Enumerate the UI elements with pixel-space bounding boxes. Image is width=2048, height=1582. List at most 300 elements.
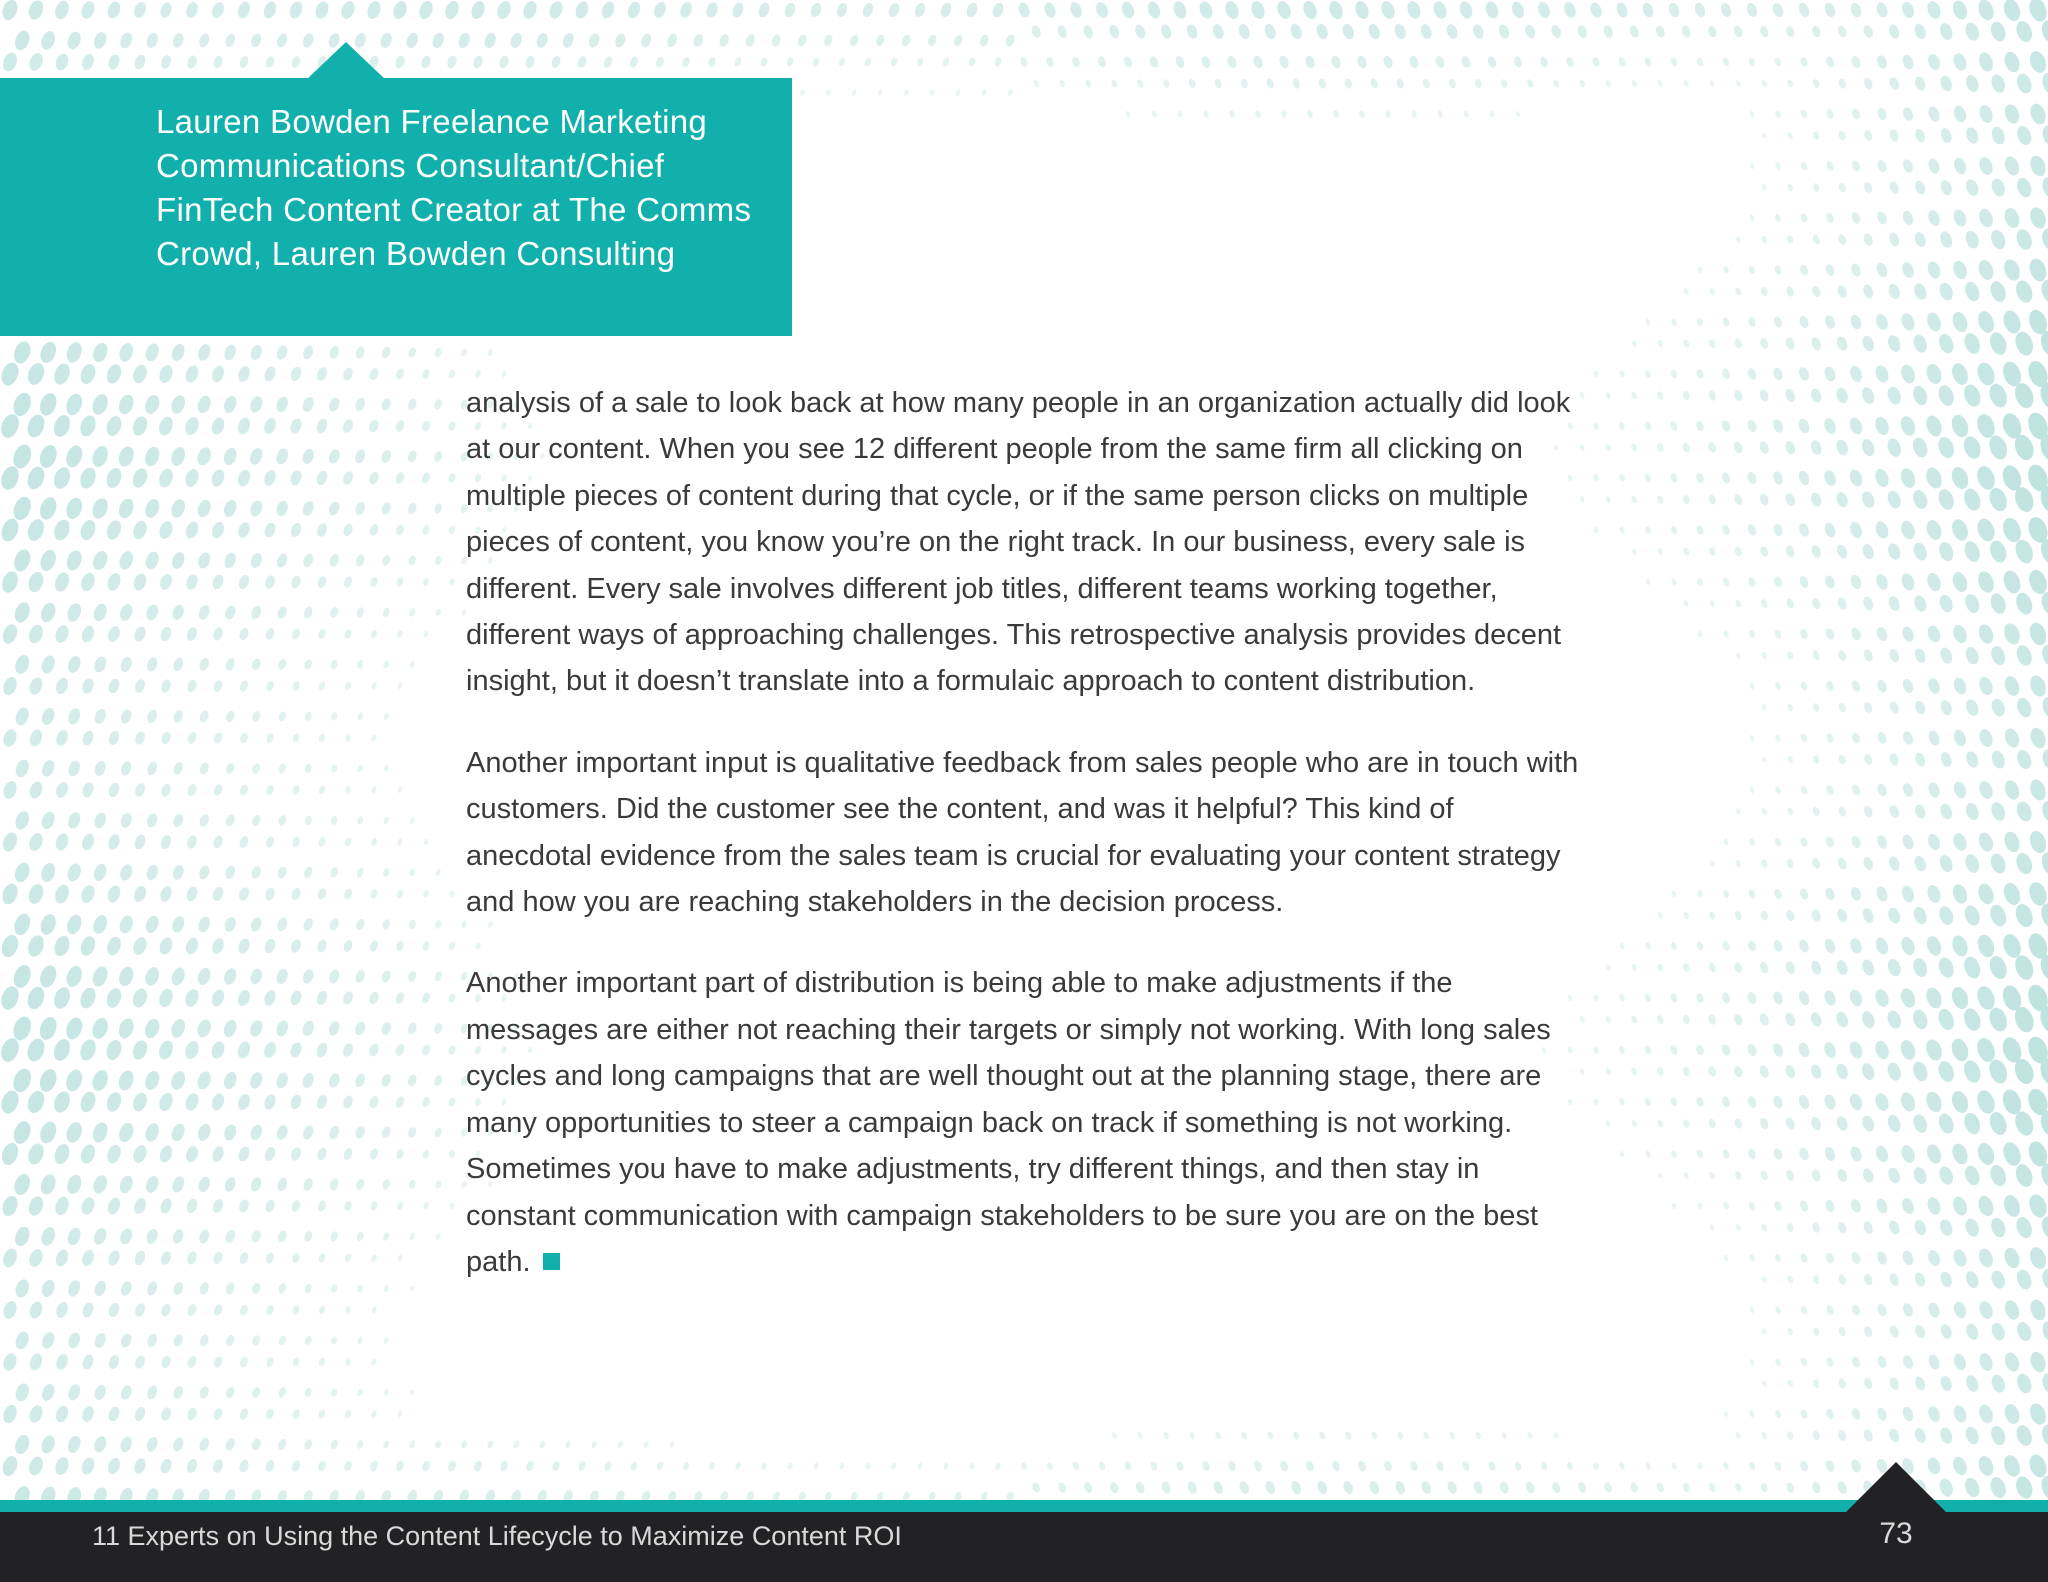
decorative-dot xyxy=(1733,1065,1744,1078)
decorative-dot xyxy=(1938,802,1954,821)
decorative-dot xyxy=(368,367,380,381)
decorative-dot xyxy=(1201,1460,1211,1472)
decorative-dot xyxy=(1951,1455,1970,1477)
decorative-dot xyxy=(157,1091,175,1113)
decorative-dot xyxy=(80,624,97,644)
decorative-dot xyxy=(1974,464,1998,493)
decorative-dot xyxy=(1628,24,1640,39)
decorative-dot xyxy=(106,1249,121,1267)
decorative-dot xyxy=(2002,154,2021,177)
decorative-dot xyxy=(185,54,198,70)
decorative-dot xyxy=(1747,889,1756,900)
decorative-dot xyxy=(1761,807,1768,815)
decorative-dot xyxy=(1961,434,1984,461)
decorative-dot xyxy=(1989,644,2008,667)
decorative-dot xyxy=(1901,1405,1915,1422)
decorative-dot xyxy=(133,1302,146,1318)
decorative-dot xyxy=(1926,1405,1942,1424)
decorative-dot xyxy=(1825,1304,1835,1316)
decorative-dot xyxy=(1,727,19,748)
decorative-dot xyxy=(195,498,212,519)
decorative-dot xyxy=(1938,1217,1955,1237)
decorative-dot xyxy=(1873,467,1891,489)
decorative-dot xyxy=(212,1355,223,1368)
decorative-dot xyxy=(1836,907,1849,923)
decorative-dot xyxy=(2038,277,2048,305)
decorative-dot xyxy=(1773,629,1782,640)
decorative-dot xyxy=(1189,1431,1196,1440)
decorative-dot xyxy=(1772,367,1784,382)
decorative-dot xyxy=(317,628,327,640)
decorative-dot xyxy=(1887,23,1901,40)
decorative-dot xyxy=(315,1094,329,1111)
decorative-dot xyxy=(302,552,315,568)
decorative-dot xyxy=(1837,182,1847,194)
decorative-dot xyxy=(2014,1268,2034,1292)
decorative-dot xyxy=(198,1437,211,1453)
decorative-dot xyxy=(1812,182,1820,192)
decorative-dot xyxy=(1988,1163,2009,1189)
decorative-dot xyxy=(447,472,457,483)
decorative-dot xyxy=(160,1302,173,1317)
decorative-dot xyxy=(170,550,187,570)
decorative-dot xyxy=(132,625,147,643)
decorative-dot xyxy=(328,1177,340,1191)
decorative-dot xyxy=(1536,0,1552,19)
decorative-dot xyxy=(1759,961,1770,975)
decorative-dot xyxy=(330,1283,339,1294)
decorative-dot xyxy=(195,446,213,468)
decorative-dot xyxy=(2002,726,2021,749)
decorative-dot xyxy=(353,448,367,464)
decorative-dot xyxy=(1448,78,1457,89)
decorative-dot xyxy=(118,602,135,622)
decorative-dot xyxy=(171,1436,185,1453)
decorative-dot xyxy=(1772,315,1783,328)
decorative-dot xyxy=(394,1043,406,1057)
decorative-dot xyxy=(224,1437,237,1452)
decorative-dot xyxy=(211,626,224,642)
decorative-dot xyxy=(1746,1043,1758,1058)
decorative-dot xyxy=(1938,646,1954,665)
decorative-dot xyxy=(1396,1431,1404,1440)
decorative-dot xyxy=(1976,1194,1996,1219)
decorative-dot xyxy=(1873,1091,1891,1112)
decorative-dot xyxy=(1566,1461,1574,1471)
decorative-dot xyxy=(277,1438,288,1451)
decorative-dot xyxy=(1593,1098,1600,1106)
decorative-dot xyxy=(1223,0,1241,21)
decorative-dot xyxy=(210,1145,225,1164)
decorative-dot xyxy=(145,1227,160,1245)
decorative-dot xyxy=(901,34,912,47)
decorative-dot xyxy=(344,1253,352,1263)
decorative-dot xyxy=(197,864,211,881)
decorative-dot xyxy=(222,446,239,467)
decorative-dot xyxy=(224,1281,236,1295)
decorative-dot xyxy=(1949,517,1971,543)
decorative-dot xyxy=(1949,1036,1972,1063)
decorative-dot xyxy=(1631,79,1638,87)
decorative-dot xyxy=(222,394,239,414)
decorative-dot xyxy=(1615,1,1630,19)
decorative-dot xyxy=(78,362,98,386)
decorative-dot xyxy=(407,554,417,566)
decorative-dot xyxy=(157,1039,176,1062)
decorative-dot xyxy=(224,657,236,672)
decorative-dot xyxy=(65,1226,83,1247)
decorative-dot xyxy=(2014,800,2034,824)
decorative-dot xyxy=(316,575,328,589)
decorative-dot xyxy=(2027,620,2048,647)
decorative-dot xyxy=(1317,77,1327,89)
decorative-dot xyxy=(1825,680,1835,692)
decorative-dot xyxy=(304,711,313,722)
decorative-dot xyxy=(172,761,184,776)
decorative-dot xyxy=(422,1149,431,1160)
decorative-dot xyxy=(1798,1199,1809,1212)
decorative-dot xyxy=(1773,888,1783,900)
decorative-dot xyxy=(53,1455,71,1477)
decorative-dot xyxy=(1848,416,1865,436)
decorative-dot xyxy=(1421,78,1431,90)
decorative-dot xyxy=(104,1090,124,1114)
decorative-dot xyxy=(198,1385,210,1400)
decorative-dot xyxy=(25,933,46,959)
decorative-dot xyxy=(397,838,404,846)
decorative-dot xyxy=(2015,748,2034,771)
decorative-dot xyxy=(291,680,301,691)
decorative-dot xyxy=(433,1074,444,1087)
decorative-dot xyxy=(1786,79,1794,88)
footer-notch-shape xyxy=(1846,1462,1946,1512)
decorative-dot xyxy=(1591,56,1601,68)
decorative-dot xyxy=(133,1406,147,1423)
decorative-dot xyxy=(0,1088,22,1116)
decorative-dot xyxy=(1746,419,1758,434)
decorative-dot xyxy=(1056,24,1069,39)
decorative-dot xyxy=(1657,80,1663,88)
decorative-dot xyxy=(1910,436,1930,460)
decorative-dot xyxy=(143,1069,162,1092)
decorative-dot xyxy=(1734,1170,1743,1180)
decorative-dot xyxy=(209,468,226,489)
decorative-dot xyxy=(913,1,927,18)
decorative-dot xyxy=(54,676,70,696)
decorative-dot xyxy=(916,57,924,67)
decorative-dot xyxy=(1975,569,1996,595)
decorative-dot xyxy=(1784,545,1796,559)
decorative-dot xyxy=(1619,526,1626,534)
decorative-dot xyxy=(1771,990,1784,1006)
decorative-dot xyxy=(1936,383,1957,408)
decorative-dot xyxy=(1446,1480,1458,1495)
decorative-dot xyxy=(1799,836,1809,848)
decorative-dot xyxy=(1733,1117,1743,1129)
decorative-dot xyxy=(435,1233,441,1241)
decorative-dot xyxy=(1475,1431,1482,1439)
decorative-dot xyxy=(12,1225,32,1249)
decorative-dot xyxy=(422,577,430,587)
decorative-dot xyxy=(1605,391,1612,399)
decorative-dot xyxy=(1885,436,1903,458)
decorative-dot xyxy=(669,1441,675,1448)
decorative-dot xyxy=(1645,1462,1652,1470)
decorative-dot xyxy=(1938,1426,1954,1446)
decorative-dot xyxy=(1849,1198,1862,1214)
decorative-dot xyxy=(1108,23,1121,39)
decorative-dot xyxy=(1758,492,1770,506)
decorative-dot xyxy=(304,1387,313,1398)
decorative-dot xyxy=(1,1351,19,1372)
decorative-dot xyxy=(40,706,57,726)
decorative-dot xyxy=(1863,701,1874,714)
decorative-dot xyxy=(591,1440,598,1449)
decorative-dot xyxy=(1125,110,1131,117)
decorative-dot xyxy=(431,31,446,49)
decorative-dot xyxy=(1437,110,1444,118)
decorative-dot xyxy=(106,624,122,643)
decorative-dot xyxy=(433,970,443,982)
decorative-dot xyxy=(1888,1376,1900,1391)
decorative-dot xyxy=(130,414,149,437)
decorative-dot xyxy=(1487,1460,1496,1471)
decorative-dot xyxy=(249,552,264,570)
decorative-dot xyxy=(1072,1461,1080,1471)
decorative-dot xyxy=(262,365,277,383)
decorative-dot xyxy=(1976,881,1997,906)
decorative-dot xyxy=(1237,23,1252,41)
decorative-dot xyxy=(1936,1112,1956,1136)
decorative-dot xyxy=(238,1251,250,1265)
decorative-dot xyxy=(1746,523,1757,536)
decorative-dot xyxy=(1709,1224,1715,1231)
decorative-dot xyxy=(1837,649,1848,662)
decorative-dot xyxy=(224,32,237,48)
decorative-dot xyxy=(1976,1454,1996,1478)
decorative-dot xyxy=(369,888,379,899)
decorative-dot xyxy=(380,1073,393,1088)
decorative-dot xyxy=(1824,886,1837,901)
decorative-dot xyxy=(1950,1142,1971,1167)
decorative-dot xyxy=(27,676,44,697)
decorative-dot xyxy=(383,1388,390,1396)
decorative-dot xyxy=(249,343,264,361)
decorative-dot xyxy=(434,347,443,358)
decorative-dot xyxy=(501,370,507,378)
decorative-dot xyxy=(368,1042,381,1057)
decorative-dot xyxy=(144,603,160,622)
decorative-dot xyxy=(1593,994,1600,1002)
decorative-dot xyxy=(249,916,263,933)
decorative-dot xyxy=(78,934,98,958)
decorative-dot xyxy=(891,1462,897,1470)
decorative-dot xyxy=(1951,208,1968,229)
decorative-dot xyxy=(1901,209,1915,226)
decorative-dot xyxy=(1786,1275,1794,1284)
decorative-dot xyxy=(1278,54,1291,69)
decorative-dot xyxy=(2000,1140,2024,1168)
decorative-dot xyxy=(1913,1271,1927,1288)
decorative-dot xyxy=(210,1092,227,1112)
decorative-dot xyxy=(160,782,173,797)
decorative-dot xyxy=(265,732,275,744)
decorative-dot xyxy=(759,57,768,68)
decorative-dot xyxy=(11,547,33,574)
decorative-dot xyxy=(27,831,45,853)
decorative-dot xyxy=(1834,1010,1850,1029)
decorative-dot xyxy=(849,34,860,48)
decorative-dot xyxy=(1445,23,1460,41)
decorative-dot xyxy=(1951,1404,1968,1425)
decorative-dot xyxy=(1669,993,1678,1004)
decorative-dot xyxy=(93,707,108,725)
decorative-dot xyxy=(1734,599,1742,608)
decorative-dot xyxy=(1709,287,1716,296)
decorative-dot xyxy=(196,966,213,987)
decorative-dot xyxy=(707,56,717,68)
decorative-dot xyxy=(1670,369,1679,379)
decorative-dot xyxy=(327,968,341,984)
decorative-dot xyxy=(1761,1328,1767,1335)
decorative-dot xyxy=(63,391,85,417)
decorative-dot xyxy=(1824,1199,1836,1214)
decorative-dot xyxy=(423,630,429,638)
decorative-dot xyxy=(1851,1303,1862,1316)
decorative-dot xyxy=(262,989,277,1008)
decorative-dot xyxy=(1834,1062,1849,1081)
decorative-dot xyxy=(2014,696,2033,719)
decorative-dot xyxy=(433,1022,444,1035)
decorative-dot xyxy=(196,915,212,934)
decorative-dot xyxy=(1696,890,1703,899)
decorative-dot xyxy=(1989,177,2007,199)
decorative-dot xyxy=(183,987,201,1008)
decorative-dot xyxy=(1644,525,1652,534)
decorative-dot xyxy=(1136,79,1144,89)
decorative-dot xyxy=(236,988,252,1008)
decorative-dot xyxy=(1913,22,1928,40)
decorative-dot xyxy=(172,1385,185,1400)
decorative-dot xyxy=(682,1461,690,1471)
decorative-dot xyxy=(421,1460,432,1473)
decorative-dot xyxy=(343,628,352,639)
decorative-dot xyxy=(119,708,133,725)
decorative-dot xyxy=(1785,25,1796,38)
decorative-dot xyxy=(1746,471,1758,486)
decorative-dot xyxy=(2013,1474,2035,1501)
decorative-dot xyxy=(1926,832,1942,852)
decorative-dot xyxy=(1797,1041,1812,1059)
decorative-dot xyxy=(1963,1217,1981,1239)
decorative-dot xyxy=(356,659,364,669)
decorative-dot xyxy=(1849,886,1863,903)
decorative-dot xyxy=(81,1353,96,1371)
decorative-dot xyxy=(1988,279,2009,304)
decorative-dot xyxy=(157,415,176,437)
decorative-dot xyxy=(1809,1063,1823,1080)
decorative-dot xyxy=(734,1462,741,1471)
decorative-dot xyxy=(1748,837,1756,846)
decorative-dot xyxy=(301,1071,316,1089)
decorative-dot xyxy=(1773,1460,1782,1471)
decorative-dot xyxy=(132,1457,147,1476)
decorative-dot xyxy=(238,835,250,849)
decorative-dot xyxy=(1030,24,1042,39)
decorative-dot xyxy=(78,1142,97,1165)
decorative-dot xyxy=(1695,368,1705,379)
decorative-dot xyxy=(1988,20,2008,44)
decorative-dot xyxy=(329,606,340,619)
decorative-dot xyxy=(1304,54,1317,69)
decorative-dot xyxy=(1876,1406,1889,1421)
decorative-dot xyxy=(1810,1115,1823,1131)
decorative-dot xyxy=(2028,154,2048,179)
decorative-dot xyxy=(1809,439,1824,457)
decorative-dot xyxy=(143,497,162,520)
decorative-dot xyxy=(1937,540,1956,563)
decorative-dot xyxy=(341,1094,354,1110)
decorative-dot xyxy=(160,1355,172,1370)
decorative-dot xyxy=(291,784,300,795)
decorative-dot xyxy=(865,1462,871,1470)
decorative-dot xyxy=(11,963,34,991)
decorative-dot xyxy=(1863,1325,1874,1338)
decorative-dot xyxy=(248,446,265,466)
decorative-dot xyxy=(1631,340,1637,348)
decorative-dot xyxy=(1862,856,1875,872)
decorative-dot xyxy=(1759,545,1769,558)
decorative-dot xyxy=(1837,233,1848,246)
decorative-dot xyxy=(512,1440,520,1450)
decorative-dot xyxy=(1787,131,1794,140)
decorative-dot xyxy=(1344,1431,1352,1441)
decorative-dot xyxy=(421,368,431,380)
decorative-dot xyxy=(787,1462,794,1470)
decorative-dot xyxy=(38,340,59,366)
decorative-dot xyxy=(1835,543,1849,560)
decorative-dot xyxy=(1824,263,1836,277)
decorative-dot xyxy=(116,393,136,417)
decorative-dot xyxy=(1747,316,1757,328)
decorative-dot xyxy=(1631,963,1638,972)
decorative-dot xyxy=(303,1230,314,1243)
decorative-dot xyxy=(1592,422,1599,431)
decorative-dot xyxy=(1185,23,1199,40)
decorative-dot xyxy=(1265,78,1275,90)
decorative-dot xyxy=(53,1195,71,1217)
decorative-dot xyxy=(316,887,327,901)
decorative-dot xyxy=(1784,336,1796,350)
decorative-dot xyxy=(39,29,58,51)
decorative-dot xyxy=(287,0,304,20)
decorative-dot xyxy=(1695,472,1705,484)
decorative-dot xyxy=(90,1120,110,1144)
decorative-dot xyxy=(368,1095,380,1110)
decorative-dot xyxy=(1785,909,1796,922)
decorative-dot xyxy=(1825,732,1835,743)
decorative-dot xyxy=(12,1172,33,1197)
decorative-dot xyxy=(1835,1115,1850,1133)
decorative-dot xyxy=(104,1038,124,1062)
decorative-dot xyxy=(106,833,121,852)
decorative-dot xyxy=(275,552,289,569)
decorative-dot xyxy=(1949,412,1971,439)
decorative-dot xyxy=(1811,1481,1822,1495)
decorative-dot xyxy=(302,605,314,619)
decorative-dot xyxy=(1188,78,1197,89)
decorative-dot xyxy=(79,571,97,593)
